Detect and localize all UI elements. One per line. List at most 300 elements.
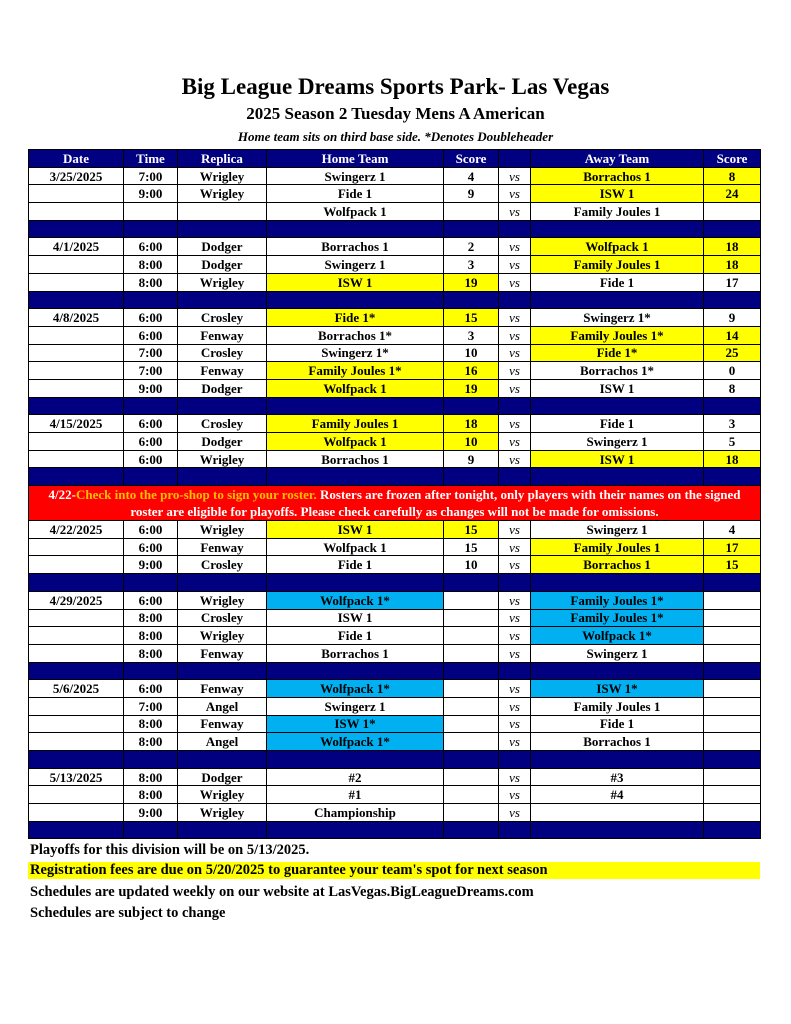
home-score: 16 xyxy=(444,362,499,380)
separator-cell xyxy=(704,751,761,769)
vs-label: vs xyxy=(499,768,531,786)
home-team: #1 xyxy=(267,786,444,804)
separator-cell xyxy=(124,220,178,238)
game-row xyxy=(29,450,761,468)
game-time: 9:00 xyxy=(124,804,178,822)
home-score xyxy=(444,203,499,221)
away-score xyxy=(704,804,761,822)
roster-notice-row xyxy=(29,486,761,521)
game-field: Wrigley xyxy=(178,786,267,804)
separator-cell xyxy=(267,220,444,238)
game-time: 6:00 xyxy=(124,433,178,451)
game-date: 3/25/2025 xyxy=(29,167,124,185)
away-team: Borrachos 1 xyxy=(531,733,704,751)
game-time: 6:00 xyxy=(124,415,178,433)
home-team: ISW 1 xyxy=(267,273,444,291)
away-score: 4 xyxy=(704,521,761,539)
game-field: Dodger xyxy=(178,433,267,451)
away-team: Family Joules 1 xyxy=(531,256,704,274)
home-score xyxy=(444,644,499,662)
separator-cell xyxy=(499,821,531,839)
game-field: Dodger xyxy=(178,256,267,274)
game-row xyxy=(29,715,761,733)
game-row xyxy=(29,804,761,822)
game-row xyxy=(29,644,761,662)
home-team: Wolfpack 1* xyxy=(267,591,444,609)
division-subtitle: 2025 Season 2 Tuesday Mens A American xyxy=(246,104,545,123)
separator-cell xyxy=(29,397,124,415)
vs-label: vs xyxy=(499,804,531,822)
home-team-note: Home team sits on third base side. *Denotes Doubleheader xyxy=(237,129,554,144)
game-field: Wrigley xyxy=(178,591,267,609)
home-score: 19 xyxy=(444,273,499,291)
game-date xyxy=(29,450,124,468)
separator-cell xyxy=(531,397,704,415)
away-score: 5 xyxy=(704,433,761,451)
game-time: 6:00 xyxy=(124,680,178,698)
game-field: Angel xyxy=(178,733,267,751)
away-score xyxy=(704,680,761,698)
home-score: 15 xyxy=(444,521,499,539)
away-team: ISW 1 xyxy=(531,450,704,468)
game-date xyxy=(29,326,124,344)
website-note: Schedules are updated weekly on our website at LasVegas.BigLeagueDreams.com xyxy=(30,884,534,900)
separator-cell xyxy=(124,291,178,309)
game-row xyxy=(29,238,761,256)
away-score xyxy=(704,609,761,627)
header-home-team: Home Team xyxy=(267,150,444,168)
home-team: Wolfpack 1* xyxy=(267,680,444,698)
game-time: 7:00 xyxy=(124,362,178,380)
game-row xyxy=(29,697,761,715)
game-time: 8:00 xyxy=(124,768,178,786)
separator-cell xyxy=(444,751,499,769)
home-team: Fide 1 xyxy=(267,556,444,574)
away-score: 18 xyxy=(704,450,761,468)
header-date: Date xyxy=(29,150,124,168)
separator-cell xyxy=(531,662,704,680)
away-score: 17 xyxy=(704,273,761,291)
away-team: Borrachos 1 xyxy=(531,556,704,574)
game-time: 8:00 xyxy=(124,786,178,804)
separator-cell xyxy=(29,291,124,309)
separator-cell xyxy=(444,662,499,680)
away-score: 9 xyxy=(704,309,761,327)
game-time: 6:00 xyxy=(124,591,178,609)
separator-cell xyxy=(29,821,124,839)
separator-cell xyxy=(499,291,531,309)
home-score: 18 xyxy=(444,415,499,433)
away-team: Borrachos 1 xyxy=(531,167,704,185)
away-score: 3 xyxy=(704,415,761,433)
game-time: 9:00 xyxy=(124,185,178,203)
header-vs xyxy=(499,150,531,168)
home-team: Wolfpack 1 xyxy=(267,433,444,451)
game-field: Wrigley xyxy=(178,521,267,539)
game-time xyxy=(124,203,178,221)
vs-label: vs xyxy=(499,521,531,539)
playoffs-note: Playoffs for this division will be on 5/13/2025. xyxy=(30,842,310,858)
separator-cell xyxy=(499,468,531,486)
home-team: Fide 1 xyxy=(267,185,444,203)
away-team: Family Joules 1 xyxy=(531,538,704,556)
game-row xyxy=(29,538,761,556)
away-team: Fide 1 xyxy=(531,415,704,433)
separator-cell xyxy=(531,220,704,238)
away-score xyxy=(704,697,761,715)
game-row xyxy=(29,556,761,574)
game-date xyxy=(29,786,124,804)
game-field: Fenway xyxy=(178,362,267,380)
game-row xyxy=(29,591,761,609)
game-field: Fenway xyxy=(178,680,267,698)
game-field: Crosley xyxy=(178,309,267,327)
home-team: Wolfpack 1 xyxy=(267,379,444,397)
game-time: 6:00 xyxy=(124,326,178,344)
separator-cell xyxy=(267,662,444,680)
game-field: Wrigley xyxy=(178,804,267,822)
game-row xyxy=(29,273,761,291)
game-date xyxy=(29,538,124,556)
home-team: Borrachos 1 xyxy=(267,450,444,468)
game-time: 8:00 xyxy=(124,256,178,274)
game-field: Wrigley xyxy=(178,273,267,291)
game-row xyxy=(29,609,761,627)
home-score: 10 xyxy=(444,556,499,574)
game-row xyxy=(29,733,761,751)
game-date xyxy=(29,609,124,627)
vs-label: vs xyxy=(499,591,531,609)
home-score xyxy=(444,627,499,645)
separator-cell xyxy=(499,751,531,769)
separator-cell xyxy=(499,662,531,680)
home-score: 9 xyxy=(444,185,499,203)
game-field: Wrigley xyxy=(178,627,267,645)
separator-cell xyxy=(267,291,444,309)
week-separator-row xyxy=(29,468,761,486)
game-date xyxy=(29,362,124,380)
home-team: Borrachos 1 xyxy=(267,644,444,662)
home-score xyxy=(444,733,499,751)
game-time: 9:00 xyxy=(124,379,178,397)
separator-cell xyxy=(704,662,761,680)
game-row xyxy=(29,256,761,274)
game-field: Fenway xyxy=(178,326,267,344)
game-date: 4/1/2025 xyxy=(29,238,124,256)
separator-cell xyxy=(124,397,178,415)
separator-cell xyxy=(178,291,267,309)
home-team: ISW 1 xyxy=(267,521,444,539)
game-field: Dodger xyxy=(178,379,267,397)
home-team: #2 xyxy=(267,768,444,786)
separator-cell xyxy=(704,574,761,592)
vs-label: vs xyxy=(499,185,531,203)
header-time: Time xyxy=(124,150,178,168)
week-separator-row xyxy=(29,662,761,680)
vs-label: vs xyxy=(499,203,531,221)
header-replica: Replica xyxy=(178,150,267,168)
game-time: 8:00 xyxy=(124,733,178,751)
home-score: 15 xyxy=(444,309,499,327)
home-score xyxy=(444,697,499,715)
game-date xyxy=(29,715,124,733)
away-team: Wolfpack 1 xyxy=(531,238,704,256)
home-team: ISW 1* xyxy=(267,715,444,733)
separator-cell xyxy=(29,662,124,680)
home-team: Wolfpack 1 xyxy=(267,538,444,556)
game-row xyxy=(29,521,761,539)
separator-cell xyxy=(704,397,761,415)
home-score xyxy=(444,609,499,627)
game-field: Crosley xyxy=(178,344,267,362)
game-time: 7:00 xyxy=(124,167,178,185)
away-team: #4 xyxy=(531,786,704,804)
game-row xyxy=(29,433,761,451)
registration-note: Registration fees are due on 5/20/2025 to guarantee your team's spot for next season xyxy=(28,862,760,879)
vs-label: vs xyxy=(499,538,531,556)
vs-label: vs xyxy=(499,362,531,380)
away-team: Swingerz 1 xyxy=(531,521,704,539)
away-score xyxy=(704,768,761,786)
away-score: 25 xyxy=(704,344,761,362)
away-team: Borrachos 1* xyxy=(531,362,704,380)
game-row xyxy=(29,627,761,645)
away-score: 8 xyxy=(704,167,761,185)
home-team: Swingerz 1 xyxy=(267,167,444,185)
notice-prefix: 4/22- xyxy=(48,487,76,503)
separator-cell xyxy=(178,220,267,238)
game-date: 5/6/2025 xyxy=(29,680,124,698)
game-time: 6:00 xyxy=(124,309,178,327)
game-row xyxy=(29,786,761,804)
away-score: 0 xyxy=(704,362,761,380)
away-team: Fide 1 xyxy=(531,273,704,291)
away-score xyxy=(704,733,761,751)
game-time: 6:00 xyxy=(124,521,178,539)
away-team: Family Joules 1* xyxy=(531,609,704,627)
game-field: Dodger xyxy=(178,238,267,256)
game-date xyxy=(29,344,124,362)
vs-label: vs xyxy=(499,715,531,733)
away-team: ISW 1* xyxy=(531,680,704,698)
home-team: Swingerz 1 xyxy=(267,697,444,715)
home-team: Borrachos 1 xyxy=(267,238,444,256)
game-row xyxy=(29,379,761,397)
vs-label: vs xyxy=(499,433,531,451)
home-score: 10 xyxy=(444,433,499,451)
game-field: Wrigley xyxy=(178,167,267,185)
vs-label: vs xyxy=(499,644,531,662)
week-separator-row xyxy=(29,574,761,592)
separator-cell xyxy=(124,468,178,486)
game-field: Crosley xyxy=(178,556,267,574)
separator-cell xyxy=(29,468,124,486)
roster-notice xyxy=(29,486,761,521)
separator-cell xyxy=(178,397,267,415)
away-score: 8 xyxy=(704,379,761,397)
away-team xyxy=(531,804,704,822)
away-team: Swingerz 1 xyxy=(531,644,704,662)
week-separator-row xyxy=(29,751,761,769)
vs-label: vs xyxy=(499,627,531,645)
separator-cell xyxy=(531,468,704,486)
vs-label: vs xyxy=(499,609,531,627)
away-team: #3 xyxy=(531,768,704,786)
game-date xyxy=(29,379,124,397)
game-time: 8:00 xyxy=(124,273,178,291)
away-score: 17 xyxy=(704,538,761,556)
game-date xyxy=(29,556,124,574)
game-date xyxy=(29,644,124,662)
game-time: 6:00 xyxy=(124,450,178,468)
home-score xyxy=(444,715,499,733)
game-field: Fenway xyxy=(178,538,267,556)
game-field: Crosley xyxy=(178,415,267,433)
separator-cell xyxy=(444,220,499,238)
away-score: 18 xyxy=(704,238,761,256)
separator-cell xyxy=(499,397,531,415)
home-score: 19 xyxy=(444,379,499,397)
vs-label: vs xyxy=(499,415,531,433)
separator-cell xyxy=(704,821,761,839)
game-row xyxy=(29,326,761,344)
game-date xyxy=(29,185,124,203)
home-score xyxy=(444,804,499,822)
separator-cell xyxy=(704,468,761,486)
game-time: 7:00 xyxy=(124,344,178,362)
home-team: Championship xyxy=(267,804,444,822)
game-time: 8:00 xyxy=(124,644,178,662)
game-field xyxy=(178,203,267,221)
game-field: Angel xyxy=(178,697,267,715)
away-score xyxy=(704,203,761,221)
game-field: Fenway xyxy=(178,644,267,662)
game-time: 6:00 xyxy=(124,538,178,556)
separator-cell xyxy=(531,291,704,309)
home-score: 3 xyxy=(444,326,499,344)
vs-label: vs xyxy=(499,167,531,185)
separator-cell xyxy=(499,574,531,592)
game-date xyxy=(29,256,124,274)
game-date xyxy=(29,627,124,645)
game-date xyxy=(29,697,124,715)
game-date: 4/15/2025 xyxy=(29,415,124,433)
change-note: Schedules are subject to change xyxy=(30,905,226,921)
away-team: Family Joules 1* xyxy=(531,326,704,344)
separator-cell xyxy=(267,468,444,486)
schedule-table xyxy=(28,149,761,839)
vs-label: vs xyxy=(499,697,531,715)
vs-label: vs xyxy=(499,450,531,468)
game-row xyxy=(29,203,761,221)
home-score: 3 xyxy=(444,256,499,274)
separator-cell xyxy=(124,751,178,769)
away-score xyxy=(704,644,761,662)
away-team: Family Joules 1 xyxy=(531,697,704,715)
separator-cell xyxy=(531,751,704,769)
vs-label: vs xyxy=(499,273,531,291)
game-date xyxy=(29,733,124,751)
separator-cell xyxy=(267,751,444,769)
separator-cell xyxy=(178,751,267,769)
notice-highlight: Check into the pro-shop to sign your roster. xyxy=(75,487,317,503)
game-field: Crosley xyxy=(178,609,267,627)
game-row xyxy=(29,167,761,185)
game-date: 4/22/2025 xyxy=(29,521,124,539)
separator-cell xyxy=(267,821,444,839)
home-team: Swingerz 1 xyxy=(267,256,444,274)
header-away-team: Away Team xyxy=(531,150,704,168)
home-team: Swingerz 1* xyxy=(267,344,444,362)
separator-cell xyxy=(704,220,761,238)
header-home-score: Score xyxy=(444,150,499,168)
game-field: Wrigley xyxy=(178,450,267,468)
away-team: Wolfpack 1* xyxy=(531,627,704,645)
home-team: Wolfpack 1 xyxy=(267,203,444,221)
separator-cell xyxy=(499,220,531,238)
game-row xyxy=(29,768,761,786)
away-team: Family Joules 1 xyxy=(531,203,704,221)
away-team: Fide 1* xyxy=(531,344,704,362)
game-row xyxy=(29,680,761,698)
game-row xyxy=(29,185,761,203)
away-score: 14 xyxy=(704,326,761,344)
game-time: 6:00 xyxy=(124,238,178,256)
home-team: Borrachos 1* xyxy=(267,326,444,344)
game-row xyxy=(29,415,761,433)
game-time: 7:00 xyxy=(124,697,178,715)
home-score: 4 xyxy=(444,167,499,185)
away-score: 24 xyxy=(704,185,761,203)
vs-label: vs xyxy=(499,379,531,397)
home-score xyxy=(444,786,499,804)
week-separator-row xyxy=(29,397,761,415)
away-team: Swingerz 1 xyxy=(531,433,704,451)
vs-label: vs xyxy=(499,238,531,256)
game-time: 8:00 xyxy=(124,715,178,733)
separator-cell xyxy=(124,574,178,592)
home-score: 15 xyxy=(444,538,499,556)
game-date xyxy=(29,203,124,221)
separator-cell xyxy=(178,468,267,486)
week-separator-row xyxy=(29,220,761,238)
week-separator-row xyxy=(29,291,761,309)
table-header-row xyxy=(29,150,761,168)
game-row xyxy=(29,309,761,327)
separator-cell xyxy=(29,574,124,592)
home-score: 10 xyxy=(444,344,499,362)
separator-cell xyxy=(29,751,124,769)
game-date: 5/13/2025 xyxy=(29,768,124,786)
separator-cell xyxy=(124,821,178,839)
away-team: ISW 1 xyxy=(531,379,704,397)
separator-cell xyxy=(444,291,499,309)
separator-cell xyxy=(704,291,761,309)
game-field: Wrigley xyxy=(178,185,267,203)
vs-label: vs xyxy=(499,556,531,574)
separator-cell xyxy=(267,397,444,415)
separator-cell xyxy=(444,821,499,839)
separator-cell xyxy=(444,468,499,486)
away-score: 15 xyxy=(704,556,761,574)
away-team: Family Joules 1* xyxy=(531,591,704,609)
vs-label: vs xyxy=(499,309,531,327)
game-date xyxy=(29,433,124,451)
game-row xyxy=(29,344,761,362)
home-score xyxy=(444,680,499,698)
home-team: Fide 1* xyxy=(267,309,444,327)
home-team: Family Joules 1 xyxy=(267,415,444,433)
